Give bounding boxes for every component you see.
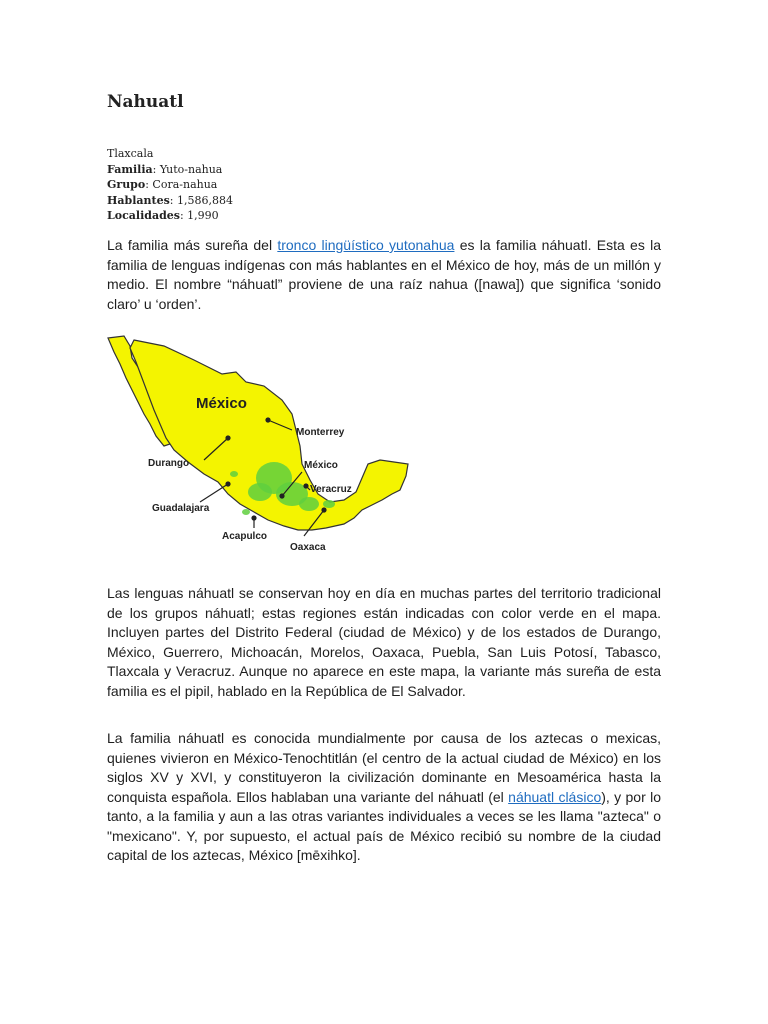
map-label-durango: Durango — [148, 458, 190, 469]
info-grupo: Grupo: Cora-nahua — [107, 178, 218, 191]
aztec-text-start: La familia náhuatl es conocida mundialmente por causa de los aztecas o mexicas, quienes vivieron en México-Tenochtitlán (el centro de la actual ciudad de México) en los siglos XV y XVI, y constituyeron la civilización dominante en Mesoamérica hasta la conquista española. Ellos hablaban una variante del náhuatl (el — [107, 730, 661, 805]
yutonahua-link[interactable]: tronco lingüístico yutonahua — [277, 237, 455, 253]
aztec-text-end: ), y por lo tanto, a la familia y aun a las otras variantes individuales a veces se les llama "azteca" o "mexicano". Y, por supuesto, el actual país de México recibió su nombre de la ciudad capital de los aztecas, México [mēxihko]. — [107, 788, 662, 863]
info-grupo-key: Grupo — [107, 178, 146, 191]
info-familia-value: Yuto-nahua — [159, 162, 223, 176]
map-label-acapulco: Acapulco — [222, 531, 268, 542]
page-title: Nahuatl — [107, 92, 184, 112]
info-familia-key: Familia — [107, 162, 153, 176]
info-hablantes-value: 1,586,884 — [177, 193, 233, 207]
info-familia: Familia: Yuto-nahua — [107, 162, 223, 176]
info-localidades: Localidades: 1,990 — [107, 209, 219, 222]
info-region: Tlaxcala — [107, 147, 154, 160]
info-hablantes: Hablantes: 1,586,884 — [107, 193, 233, 207]
info-grupo-value: Cora-nahua — [152, 178, 218, 191]
map-label-veracruz: Veracruz — [310, 484, 352, 495]
mexico-map — [104, 334, 424, 556]
info-localidades-key: Localidades — [107, 209, 180, 222]
aztec-paragraph — [107, 729, 661, 866]
mexico-map-svg — [104, 334, 424, 556]
nahuatl-clasico-link[interactable]: náhuatl clásico — [508, 788, 602, 805]
regions-paragraph: Las lenguas náhuatl se conservan hoy en día en muchas partes del territorio tradicional de los grupos náhuatl; estas regiones están indicadas con color verde en el mapa. Incluyen partes del Distrito Federal (ciudad de México) y de los estados de Durango, México, Guerrero, Michoacán, Morelos, Oaxaca, Puebla, San Luis Potosí, Tabasco, Tlaxcala y Veracruz. Aunque no aparece en este mapa, la variante más sureña de esta familia es el pipil, hablado en la República de El Salvador. — [107, 585, 661, 699]
intro-paragraph — [107, 236, 661, 314]
mainland-mexico-shape — [130, 340, 408, 530]
map-label-mexico-city: México — [304, 460, 338, 471]
intro-text-start: La familia más sureña del — [107, 237, 278, 253]
language-info — [107, 146, 233, 224]
info-localidades-value: 1,990 — [187, 209, 219, 222]
map-label-guadalajara: Guadalajara — [152, 503, 210, 514]
map-label-monterrey: Monterrey — [296, 427, 345, 438]
info-hablantes-key: Hablantes — [107, 193, 170, 207]
map-label-country: México — [196, 395, 247, 412]
map-label-oaxaca: Oaxaca — [290, 542, 326, 553]
intro-text-end: es la familia náhuatl. Esta es la familia de lenguas indígenas con más hablantes en el México de hoy, más de un millón y medio. El nombre “náhuatl” proviene de una raíz nahua ([nawa]) que significa ‘sonido claro’ u ‘orden’. — [107, 237, 661, 312]
